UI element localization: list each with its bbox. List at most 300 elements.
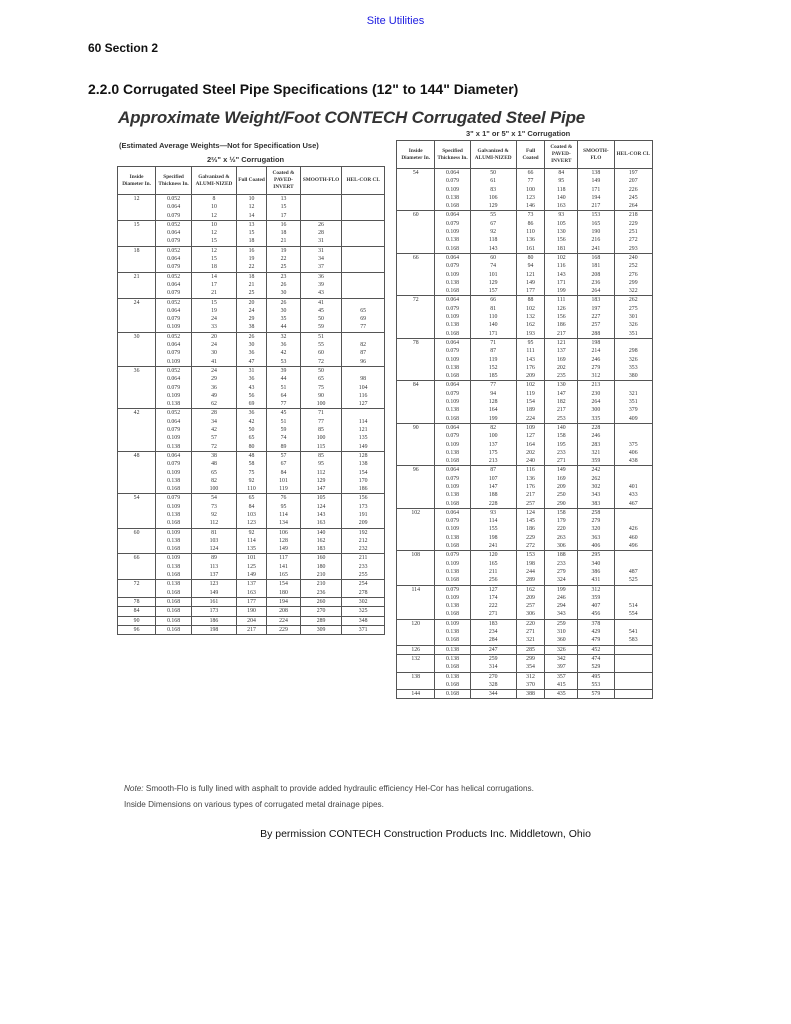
- value-cell: 0.138: [435, 568, 470, 576]
- table-row: [397, 610, 653, 619]
- note-label: Note:: [124, 784, 144, 793]
- table-row: [397, 398, 653, 406]
- value-cell: 92: [236, 477, 266, 485]
- value-cell: 16: [236, 246, 266, 255]
- value-cell: 112: [300, 469, 342, 477]
- value-cell: 0.079: [435, 432, 470, 440]
- value-cell: [614, 619, 652, 628]
- value-cell: 0.079: [156, 384, 192, 392]
- value-cell: 0.079: [435, 262, 470, 270]
- table-row: [397, 211, 653, 220]
- diameter-cell: 96: [397, 466, 435, 475]
- diameter-cell: [118, 519, 156, 528]
- value-cell: 65: [236, 494, 266, 503]
- diameter-cell: [118, 323, 156, 332]
- value-cell: 236: [300, 589, 342, 598]
- table-row: [118, 255, 385, 263]
- table-row: [118, 503, 385, 511]
- value-cell: 227: [578, 313, 614, 321]
- value-cell: 397: [545, 663, 578, 672]
- table-row: [397, 287, 653, 296]
- value-cell: 100: [516, 186, 545, 194]
- table-row: [397, 551, 653, 560]
- value-cell: 0.064: [156, 229, 192, 237]
- value-cell: 452: [578, 645, 614, 654]
- diameter-cell: [397, 406, 435, 414]
- value-cell: 140: [545, 423, 578, 432]
- value-cell: 58: [236, 460, 266, 468]
- value-cell: 322: [614, 287, 652, 296]
- diameter-cell: 72: [397, 296, 435, 305]
- value-cell: 209: [342, 519, 385, 528]
- value-cell: 57: [267, 451, 301, 460]
- table-row: [397, 619, 653, 628]
- value-cell: 110: [516, 228, 545, 236]
- value-cell: [614, 585, 652, 594]
- value-cell: 36: [300, 272, 342, 281]
- value-cell: 59: [267, 426, 301, 434]
- value-cell: 353: [614, 364, 652, 372]
- value-cell: 0.079: [156, 237, 192, 246]
- value-cell: 67: [267, 460, 301, 468]
- diameter-cell: [118, 392, 156, 400]
- value-cell: 0.168: [435, 287, 470, 296]
- value-cell: 71: [300, 409, 342, 418]
- value-cell: 0.064: [156, 341, 192, 349]
- table-row: [397, 534, 653, 542]
- value-cell: 130: [545, 381, 578, 390]
- value-cell: 114: [236, 537, 266, 545]
- value-cell: 258: [578, 508, 614, 517]
- value-cell: 105: [300, 494, 342, 503]
- value-cell: 0.138: [156, 580, 192, 589]
- value-cell: 50: [300, 366, 342, 375]
- value-cell: 284: [470, 636, 516, 645]
- value-cell: 229: [516, 534, 545, 542]
- table-row: [118, 580, 385, 589]
- diameter-cell: [397, 194, 435, 202]
- value-cell: 88: [516, 296, 545, 305]
- table-row: [118, 289, 385, 298]
- value-cell: 360: [545, 636, 578, 645]
- value-cell: 0.168: [435, 415, 470, 424]
- value-cell: 0.109: [156, 323, 192, 332]
- value-cell: 0.079: [156, 426, 192, 434]
- value-cell: 0.079: [435, 220, 470, 228]
- diameter-cell: [118, 375, 156, 383]
- diameter-cell: [118, 237, 156, 246]
- value-cell: 12: [192, 212, 237, 221]
- diameter-cell: [118, 545, 156, 554]
- value-cell: [614, 432, 652, 440]
- value-cell: 252: [614, 262, 652, 270]
- table-row: [118, 589, 385, 598]
- value-cell: 15: [192, 237, 237, 246]
- value-cell: 240: [516, 457, 545, 466]
- value-cell: 302: [578, 483, 614, 491]
- value-cell: 279: [578, 517, 614, 525]
- value-cell: 90: [300, 392, 342, 400]
- value-cell: 119: [470, 356, 516, 364]
- value-cell: 182: [545, 398, 578, 406]
- value-cell: 0.168: [156, 589, 192, 598]
- value-cell: 84: [267, 469, 301, 477]
- table-row: [397, 681, 653, 690]
- value-cell: 271: [516, 628, 545, 636]
- header-full-coated: Full Coated: [516, 141, 545, 169]
- value-cell: 230: [578, 390, 614, 398]
- value-cell: 109: [516, 423, 545, 432]
- table-row: [397, 169, 653, 178]
- value-cell: 407: [578, 602, 614, 610]
- value-cell: 312: [578, 585, 614, 594]
- table-row: [118, 332, 385, 341]
- value-cell: 128: [342, 451, 385, 460]
- header-full-coated: Full Coated: [236, 167, 266, 195]
- value-cell: 0.109: [156, 554, 192, 563]
- value-cell: 175: [470, 449, 516, 457]
- value-cell: 218: [614, 211, 652, 220]
- value-cell: 0.064: [435, 423, 470, 432]
- diameter-cell: [397, 681, 435, 690]
- value-cell: 192: [342, 528, 385, 537]
- value-cell: 171: [578, 186, 614, 194]
- diameter-cell: [118, 212, 156, 221]
- table-row: [397, 186, 653, 194]
- diameter-cell: [397, 560, 435, 568]
- value-cell: 209: [516, 594, 545, 602]
- value-cell: 98: [342, 375, 385, 383]
- value-cell: 103: [192, 537, 237, 545]
- value-cell: 179: [545, 517, 578, 525]
- value-cell: 42: [192, 426, 237, 434]
- value-cell: 87: [470, 347, 516, 355]
- value-cell: [300, 212, 342, 221]
- value-cell: 77: [470, 381, 516, 390]
- table-row: [397, 517, 653, 525]
- value-cell: 357: [545, 672, 578, 681]
- value-cell: 168: [578, 253, 614, 262]
- diameter-cell: [118, 460, 156, 468]
- value-cell: 264: [614, 202, 652, 211]
- table-row: [397, 347, 653, 355]
- value-cell: 13: [267, 195, 301, 204]
- value-cell: 137: [470, 441, 516, 449]
- value-cell: 344: [470, 690, 516, 699]
- value-cell: [614, 645, 652, 654]
- value-cell: 59: [300, 323, 342, 332]
- diameter-cell: 42: [118, 409, 156, 418]
- diameter-cell: 24: [118, 298, 156, 307]
- value-cell: 371: [342, 625, 385, 634]
- value-cell: 0.109: [435, 398, 470, 406]
- value-cell: 233: [545, 449, 578, 457]
- value-cell: 114: [342, 418, 385, 426]
- diameter-cell: [397, 534, 435, 542]
- diameter-cell: [118, 563, 156, 571]
- table-row: [397, 441, 653, 449]
- value-cell: 163: [300, 519, 342, 528]
- diameter-cell: 114: [397, 585, 435, 594]
- value-cell: 0.064: [435, 508, 470, 517]
- value-cell: 312: [516, 672, 545, 681]
- value-cell: 0.168: [435, 636, 470, 645]
- value-cell: 254: [342, 580, 385, 589]
- value-cell: 161: [516, 245, 545, 254]
- diameter-cell: [397, 663, 435, 672]
- value-cell: [342, 272, 385, 281]
- value-cell: [342, 203, 385, 211]
- value-cell: 220: [516, 619, 545, 628]
- table-row: [118, 281, 385, 289]
- table-row: [397, 449, 653, 457]
- value-cell: 86: [516, 220, 545, 228]
- table-row: [118, 607, 385, 616]
- diameter-cell: [397, 236, 435, 244]
- diameter-cell: [397, 542, 435, 551]
- value-cell: 56: [236, 392, 266, 400]
- value-cell: 116: [516, 466, 545, 475]
- value-cell: 271: [470, 610, 516, 619]
- value-cell: 188: [470, 491, 516, 499]
- table-row: [397, 491, 653, 499]
- value-cell: 51: [267, 418, 301, 426]
- value-cell: 271: [545, 457, 578, 466]
- diameter-cell: [118, 307, 156, 315]
- value-cell: 77: [342, 323, 385, 332]
- value-cell: 15: [236, 229, 266, 237]
- table-row: [118, 263, 385, 272]
- value-cell: 383: [578, 500, 614, 509]
- table-row: [397, 585, 653, 594]
- value-cell: 19: [267, 246, 301, 255]
- value-cell: 285: [516, 645, 545, 654]
- value-cell: 170: [342, 477, 385, 485]
- value-cell: [342, 195, 385, 204]
- value-cell: 0.079: [435, 390, 470, 398]
- value-cell: 0.064: [435, 211, 470, 220]
- value-cell: 487: [614, 568, 652, 576]
- table-row: [397, 663, 653, 672]
- value-cell: 29: [236, 315, 266, 323]
- value-cell: 102: [516, 305, 545, 313]
- value-cell: 162: [516, 321, 545, 329]
- table-row: [397, 372, 653, 381]
- diameter-cell: [397, 330, 435, 339]
- table-row: [118, 307, 385, 315]
- value-cell: 529: [578, 663, 614, 672]
- value-cell: 129: [300, 477, 342, 485]
- diameter-cell: [397, 202, 435, 211]
- table-row: [118, 384, 385, 392]
- value-cell: 359: [578, 457, 614, 466]
- value-cell: 0.079: [435, 517, 470, 525]
- value-cell: 25: [267, 263, 301, 272]
- diameter-cell: [397, 441, 435, 449]
- value-cell: 283: [578, 441, 614, 449]
- table-row: [118, 400, 385, 409]
- value-cell: 81: [470, 305, 516, 313]
- value-cell: 0.079: [156, 460, 192, 468]
- right-table-body: [397, 169, 653, 699]
- value-cell: 71: [470, 338, 516, 347]
- diameter-cell: 36: [118, 366, 156, 375]
- value-cell: [342, 332, 385, 341]
- value-cell: 111: [516, 347, 545, 355]
- value-cell: 18: [236, 237, 266, 246]
- table-row: [118, 315, 385, 323]
- value-cell: 0.138: [435, 321, 470, 329]
- table-row: [118, 477, 385, 485]
- value-cell: 44: [267, 323, 301, 332]
- diameter-cell: [118, 571, 156, 580]
- value-cell: 0.052: [156, 298, 192, 307]
- value-cell: 302: [342, 597, 385, 606]
- value-cell: 278: [342, 589, 385, 598]
- value-cell: [614, 672, 652, 681]
- diameter-cell: [397, 432, 435, 440]
- value-cell: 149: [516, 279, 545, 287]
- value-cell: 15: [192, 298, 237, 307]
- value-cell: 100: [300, 434, 342, 442]
- value-cell: 363: [578, 534, 614, 542]
- value-cell: 326: [545, 645, 578, 654]
- table-row: [397, 364, 653, 372]
- value-cell: 95: [300, 460, 342, 468]
- value-cell: 62: [192, 400, 237, 409]
- value-cell: 0.064: [156, 418, 192, 426]
- value-cell: 114: [267, 511, 301, 519]
- diameter-cell: [118, 263, 156, 272]
- value-cell: 50: [470, 169, 516, 178]
- diameter-cell: [118, 349, 156, 357]
- value-cell: [614, 517, 652, 525]
- value-cell: 0.138: [435, 628, 470, 636]
- value-cell: 0.052: [156, 272, 192, 281]
- diameter-cell: [397, 602, 435, 610]
- diameter-cell: 15: [118, 220, 156, 229]
- value-cell: 81: [192, 528, 237, 537]
- value-cell: 13: [236, 220, 266, 229]
- header-paved-invert: Coated & PAVED-INVERT: [267, 167, 301, 195]
- table-row: [118, 545, 385, 554]
- value-cell: 117: [267, 554, 301, 563]
- value-cell: 43: [236, 384, 266, 392]
- value-cell: 378: [578, 619, 614, 628]
- table-row: [118, 434, 385, 442]
- value-cell: 217: [236, 625, 266, 634]
- value-cell: 270: [470, 672, 516, 681]
- value-cell: 0.109: [435, 594, 470, 602]
- value-cell: 211: [470, 568, 516, 576]
- diameter-cell: [397, 415, 435, 424]
- table-row: [118, 597, 385, 606]
- value-cell: 100: [192, 485, 237, 494]
- value-cell: 14: [236, 212, 266, 221]
- value-cell: 20: [236, 298, 266, 307]
- table-row: [118, 460, 385, 468]
- value-cell: 49: [192, 392, 237, 400]
- value-cell: [342, 289, 385, 298]
- diameter-cell: [118, 255, 156, 263]
- table-row: [397, 508, 653, 517]
- value-cell: 156: [545, 313, 578, 321]
- value-cell: 24: [192, 366, 237, 375]
- diameter-cell: [118, 229, 156, 237]
- value-cell: 0.168: [435, 245, 470, 254]
- value-cell: 165: [578, 220, 614, 228]
- value-cell: 0.109: [156, 528, 192, 537]
- value-cell: 0.064: [156, 255, 192, 263]
- table-row: [118, 485, 385, 494]
- value-cell: 26: [267, 281, 301, 289]
- value-cell: 217: [545, 406, 578, 414]
- table-row: [118, 409, 385, 418]
- value-cell: 0.138: [435, 654, 470, 663]
- value-cell: 10: [192, 220, 237, 229]
- value-cell: 149: [578, 177, 614, 185]
- value-cell: 0.138: [156, 563, 192, 571]
- value-cell: 198: [516, 560, 545, 568]
- value-cell: 45: [267, 409, 301, 418]
- value-cell: 250: [545, 491, 578, 499]
- table-row: [397, 279, 653, 287]
- value-cell: [342, 298, 385, 307]
- table-row: [397, 381, 653, 390]
- value-cell: 140: [300, 528, 342, 537]
- value-cell: 136: [516, 475, 545, 483]
- value-cell: 583: [614, 636, 652, 645]
- value-cell: 0.168: [435, 690, 470, 699]
- table-row: [397, 228, 653, 236]
- value-cell: 12: [236, 203, 266, 211]
- value-cell: 270: [300, 607, 342, 616]
- value-cell: 0.079: [156, 349, 192, 357]
- value-cell: 190: [578, 228, 614, 236]
- value-cell: 87: [342, 349, 385, 357]
- diameter-cell: [397, 517, 435, 525]
- value-cell: 129: [470, 279, 516, 287]
- value-cell: 143: [545, 271, 578, 279]
- value-cell: 342: [545, 654, 578, 663]
- value-cell: 0.064: [156, 451, 192, 460]
- table-row: [397, 296, 653, 305]
- value-cell: 479: [578, 636, 614, 645]
- value-cell: 10: [192, 203, 237, 211]
- value-cell: 214: [578, 347, 614, 355]
- value-cell: 29: [192, 375, 237, 383]
- diameter-cell: 144: [397, 690, 435, 699]
- value-cell: 12: [192, 229, 237, 237]
- value-cell: 0.064: [435, 338, 470, 347]
- value-cell: [614, 560, 652, 568]
- value-cell: 262: [614, 296, 652, 305]
- value-cell: 0.052: [156, 220, 192, 229]
- diameter-cell: [397, 568, 435, 576]
- value-cell: 119: [267, 485, 301, 494]
- value-cell: 162: [516, 585, 545, 594]
- value-cell: 295: [578, 551, 614, 560]
- value-cell: 0.079: [435, 475, 470, 483]
- value-cell: 127: [516, 432, 545, 440]
- value-cell: 101: [470, 271, 516, 279]
- value-cell: 171: [470, 330, 516, 339]
- table-row: [118, 375, 385, 383]
- value-cell: 42: [267, 349, 301, 357]
- table-row: [118, 469, 385, 477]
- value-cell: 77: [267, 400, 301, 409]
- site-utilities-link[interactable]: Site Utilities: [366, 15, 425, 27]
